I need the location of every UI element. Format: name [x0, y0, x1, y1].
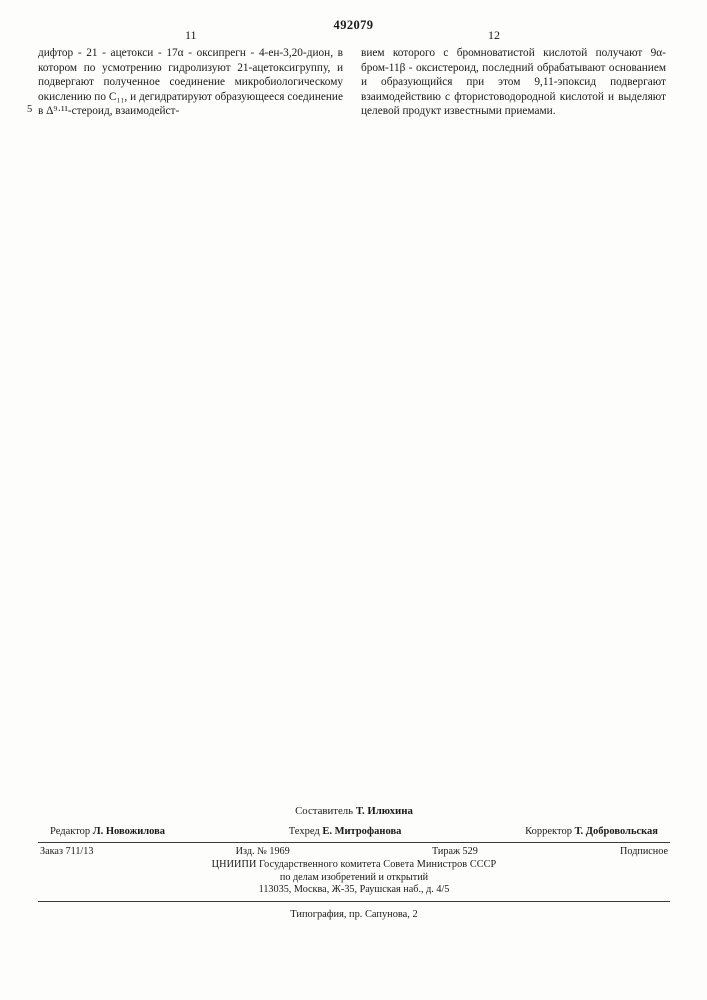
corrector-label: Корректор [525, 826, 572, 837]
techred-name: Е. Митрофанова [322, 826, 402, 837]
editor-name: Л. Новожилова [92, 826, 166, 837]
edition-number: Изд. № 1969 [235, 846, 290, 857]
body-text-right: вием которого с бромноватистой кислотой получают 9α-бром-11β - оксистероид, последний обрабатывают основанием и образующийся при этом 9,11-эпоксид подвергают взаимодействию с фтористоводородной кислотой и выделяют целевой продукт известными приемами. [361, 47, 666, 118]
patent-number: 492079 [333, 18, 374, 32]
corrector-credit [525, 826, 658, 837]
order-number: Заказ 711/13 [40, 846, 94, 857]
column-right [361, 46, 666, 119]
printer-line: Типография, пр. Сапунова, 2 [290, 908, 418, 920]
text-columns [27, 46, 670, 119]
editor-label: Редактор [50, 826, 91, 837]
column-number-right: 12 [488, 28, 500, 42]
compiler-label: Составитель [295, 805, 354, 817]
organization-line-1: ЦНИИПИ Государственного комитета Совета Министров СССР [211, 859, 497, 870]
compiler-name: Т. Илюхина [355, 805, 413, 817]
editor-credit [50, 826, 165, 837]
order-row [38, 843, 670, 859]
organization-line-2: по делам изобретений и открытий [279, 871, 429, 883]
circulation: Тираж 529 [431, 846, 478, 857]
organization-block [38, 859, 670, 901]
techred-credit [289, 826, 402, 837]
credits-row [38, 826, 670, 842]
corrector-name: Т. Добровольская [574, 826, 658, 837]
column-number-left: 11 [185, 28, 197, 42]
body-text-left: дифтор - 21 - ацетокси - 17α - оксипрегн - 4-ен-3,20-дион, в котором по усмотрению гидролизуют 21-ацетоксигруппу, и подвергают полученное соединение микробиологическому окислению по C₁₁, и дегидратируют образующееся соединение в Δ⁹·¹¹-стероид, взаимодейст- [38, 47, 343, 118]
imprint-block [38, 805, 670, 920]
column-left [27, 46, 343, 119]
compiler-line [38, 805, 670, 817]
line-number-marker: 5 [27, 104, 33, 115]
organization-address: 113035, Москва, Ж-35, Раушская наб., д. 4/5 [258, 884, 450, 896]
techred-label: Техред [288, 826, 320, 837]
subscription-note: Подписное [620, 846, 668, 857]
